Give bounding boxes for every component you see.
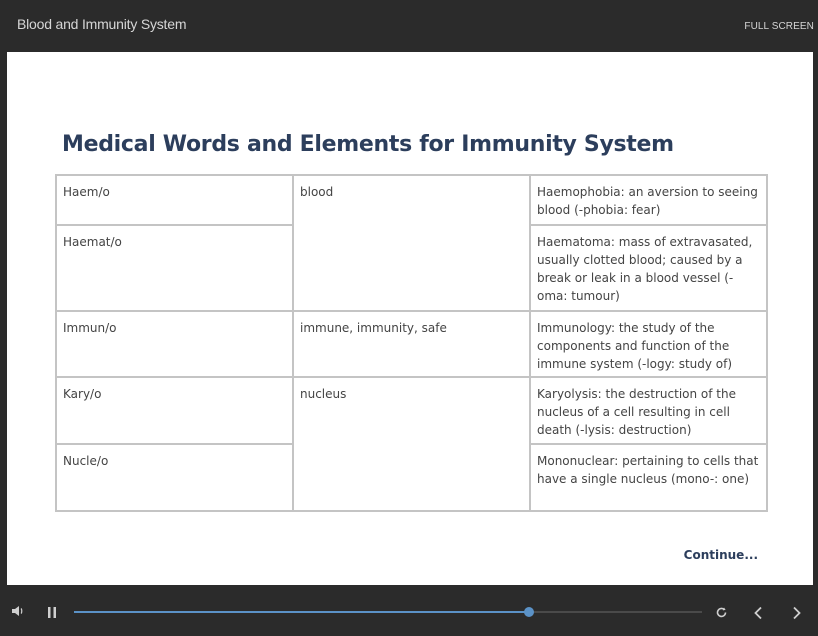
example-cell: Haematoma: mass of extravasated, usually clotted blood; caused by a break or leak in a blood vessel (-oma: tumour) <box>530 225 767 311</box>
element-cell: Haemat/o <box>56 225 293 311</box>
fullscreen-button[interactable]: FULL SCREEN <box>744 21 814 32</box>
meaning-cell: nucleus <box>293 377 530 511</box>
slide-heading: Medical Words and Elements for Immunity System <box>62 132 674 157</box>
meaning-cell: immune, immunity, safe <box>293 311 530 377</box>
progress-fill <box>74 611 529 613</box>
example-cell: Karyolysis: the destruction of the nucleus of a cell resulting in cell death (-lysis: destruction) <box>530 377 767 444</box>
progress-handle[interactable] <box>524 607 534 617</box>
top-bar <box>0 0 818 52</box>
table-row <box>56 377 767 444</box>
replay-icon[interactable] <box>715 606 728 624</box>
element-cell: Kary/o <box>56 377 293 444</box>
chevron-left-icon[interactable] <box>753 606 763 625</box>
meaning-cell: blood <box>293 175 530 311</box>
terms-table <box>55 174 768 512</box>
player-controls <box>0 585 818 636</box>
table-row <box>56 311 767 377</box>
example-cell: Immunology: the study of the components and function of the immune system (-logy: study of) <box>530 311 767 377</box>
slide-content <box>7 52 813 585</box>
volume-icon[interactable] <box>11 604 25 623</box>
element-cell: Immun/o <box>56 311 293 377</box>
pause-icon[interactable] <box>47 606 57 624</box>
element-cell: Nucle/o <box>56 444 293 511</box>
element-cell: Haem/o <box>56 175 293 225</box>
chevron-right-icon[interactable] <box>792 606 802 625</box>
progress-track[interactable] <box>74 611 702 613</box>
table-row <box>56 175 767 225</box>
course-title: Blood and Immunity System <box>17 16 187 32</box>
example-cell: Mononuclear: pertaining to cells that have a single nucleus (mono-: one) <box>530 444 767 511</box>
continue-button[interactable]: Continue... <box>683 548 758 562</box>
example-cell: Haemophobia: an aversion to seeing blood (-phobia: fear) <box>530 175 767 225</box>
